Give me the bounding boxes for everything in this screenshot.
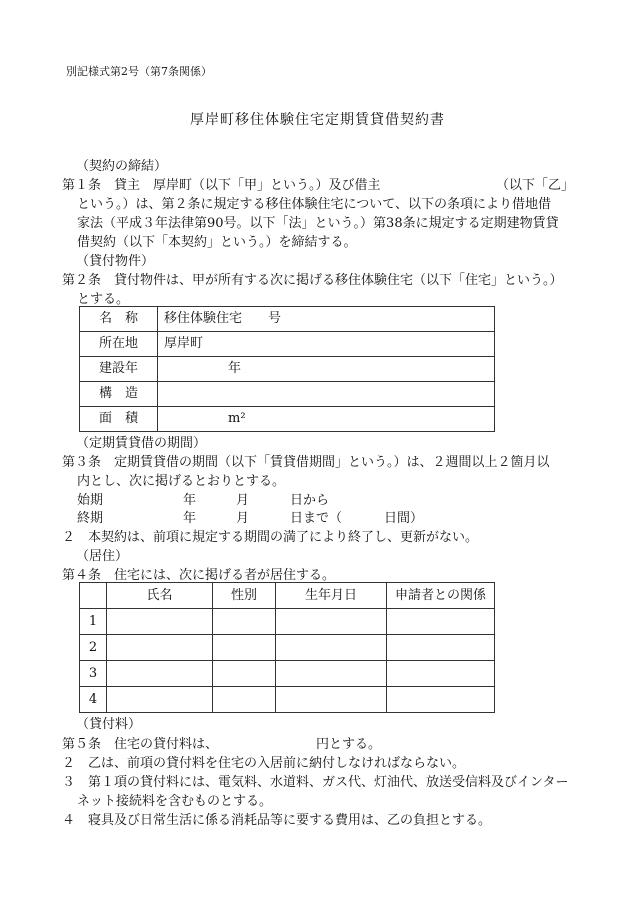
table-row bbox=[80, 661, 495, 687]
article-1-line: （以下「乙」 bbox=[496, 178, 575, 193]
start-day: 日から bbox=[290, 493, 330, 508]
article-5-line: 第５条 住宅の貸付料は、 bbox=[62, 737, 219, 752]
article-5-para-3: ３ 第１項の貸付料には、電気料、水道料、ガス代、灯油代、放送受信料及びインター bbox=[62, 775, 569, 790]
property-value: 移住体験住宅 号 bbox=[158, 307, 495, 332]
table-cell bbox=[387, 687, 495, 713]
article-3-para-2: ２ 本契約は、前項に規定する期間の満了により終了し、更新がない。 bbox=[62, 530, 479, 545]
column-header: 性別 bbox=[213, 583, 276, 609]
table-header-row bbox=[80, 583, 495, 609]
article-4-line: 第４条 住宅には、次に掲げる者が居住する。 bbox=[62, 568, 336, 583]
table-cell bbox=[107, 661, 213, 687]
article-1-line: 家法（平成３年法律第90号。以下「法」という。）第38条に規定する定期建物賃貸 bbox=[77, 216, 559, 231]
row-number: 2 bbox=[80, 635, 107, 661]
property-label: 構 造 bbox=[80, 382, 158, 407]
end-year: 年 bbox=[183, 511, 197, 526]
table-cell bbox=[276, 661, 387, 687]
property-label: 建設年 bbox=[80, 357, 158, 382]
property-value: 年 bbox=[158, 357, 495, 382]
article-5-para-2: ２ 乙は、前項の貸付料を住宅の入居前に納付しなければならない。 bbox=[62, 756, 466, 771]
start-month: 月 bbox=[236, 493, 250, 508]
column-header: 申請者との関係 bbox=[387, 583, 495, 609]
table-cell bbox=[387, 609, 495, 635]
form-reference: 別記様式第2号（第7条関係） bbox=[66, 65, 212, 78]
table-cell bbox=[107, 635, 213, 661]
end-day: 日まで（ bbox=[290, 511, 343, 526]
article-3-line: 第３条 定期賃貸借の期間（以下「賃貸借期間」という。）は、２週間以上２箇月以 bbox=[62, 455, 550, 470]
section-4-heading: （居住） bbox=[76, 549, 129, 564]
end-label: 終期 bbox=[77, 511, 104, 526]
table-cell bbox=[213, 635, 276, 661]
row-number: 4 bbox=[80, 687, 107, 713]
table-row bbox=[80, 307, 495, 332]
table-cell bbox=[213, 687, 276, 713]
column-header bbox=[80, 583, 107, 609]
start-label: 始期 bbox=[77, 493, 104, 508]
column-header: 生年月日 bbox=[276, 583, 387, 609]
residents-table bbox=[79, 582, 495, 713]
article-3-line: 内とし、次に掲げるとおりとする。 bbox=[77, 474, 286, 489]
table-cell bbox=[387, 661, 495, 687]
article-5-line: 円とする。 bbox=[316, 737, 382, 752]
table-row bbox=[80, 635, 495, 661]
row-number: 3 bbox=[80, 661, 107, 687]
article-2-line: 第２条 貸付物件は、甲が所有する次に掲げる移住体験住宅（以下「住宅」という。） bbox=[62, 273, 563, 288]
end-month: 月 bbox=[236, 511, 250, 526]
article-1-line: 借契約（以下「本契約」という。）を締結する。 bbox=[77, 235, 357, 250]
section-1-heading: （契約の締結） bbox=[76, 159, 168, 174]
table-cell bbox=[213, 661, 276, 687]
table-row bbox=[80, 357, 495, 382]
column-header: 氏名 bbox=[107, 583, 213, 609]
section-2-heading: （貸付物件） bbox=[76, 254, 155, 269]
table-row bbox=[80, 332, 495, 357]
table-cell bbox=[276, 687, 387, 713]
table-cell bbox=[213, 609, 276, 635]
property-value: m² bbox=[158, 407, 495, 432]
article-1-line: 第１条 貸主 厚岸町（以下「甲」という。）及び借主 bbox=[62, 178, 381, 193]
table-cell bbox=[276, 609, 387, 635]
table-row bbox=[80, 687, 495, 713]
row-number: 1 bbox=[80, 609, 107, 635]
article-5-para-4: ４ 寝具及び日常生活に係る消耗品等に要する費用は、乙の負担とする。 bbox=[62, 813, 492, 828]
property-table bbox=[79, 306, 495, 432]
table-row bbox=[80, 382, 495, 407]
section-3-heading: （定期賃貸借の期間） bbox=[76, 436, 207, 451]
article-1-line: という。）は、第２条に規定する移住体験住宅について、以下の条項により借地借 bbox=[77, 197, 551, 212]
article-2-line: とする。 bbox=[77, 292, 130, 307]
section-5-heading: （貸付料） bbox=[76, 717, 142, 732]
document-title: 厚岸町移住体験住宅定期賃貸借契約書 bbox=[190, 112, 445, 128]
property-label: 所在地 bbox=[80, 332, 158, 357]
table-row bbox=[80, 407, 495, 432]
table-cell bbox=[276, 635, 387, 661]
property-label: 名 称 bbox=[80, 307, 158, 332]
table-row bbox=[80, 609, 495, 635]
table-cell bbox=[107, 687, 213, 713]
property-value: 厚岸町 bbox=[158, 332, 495, 357]
property-label: 面 積 bbox=[80, 407, 158, 432]
table-cell bbox=[387, 635, 495, 661]
table-cell bbox=[107, 609, 213, 635]
start-year: 年 bbox=[183, 493, 197, 508]
property-value bbox=[158, 382, 495, 407]
end-days: 日間） bbox=[384, 511, 424, 526]
article-5-para-3: ネット接続料を含むものとする。 bbox=[77, 794, 273, 809]
